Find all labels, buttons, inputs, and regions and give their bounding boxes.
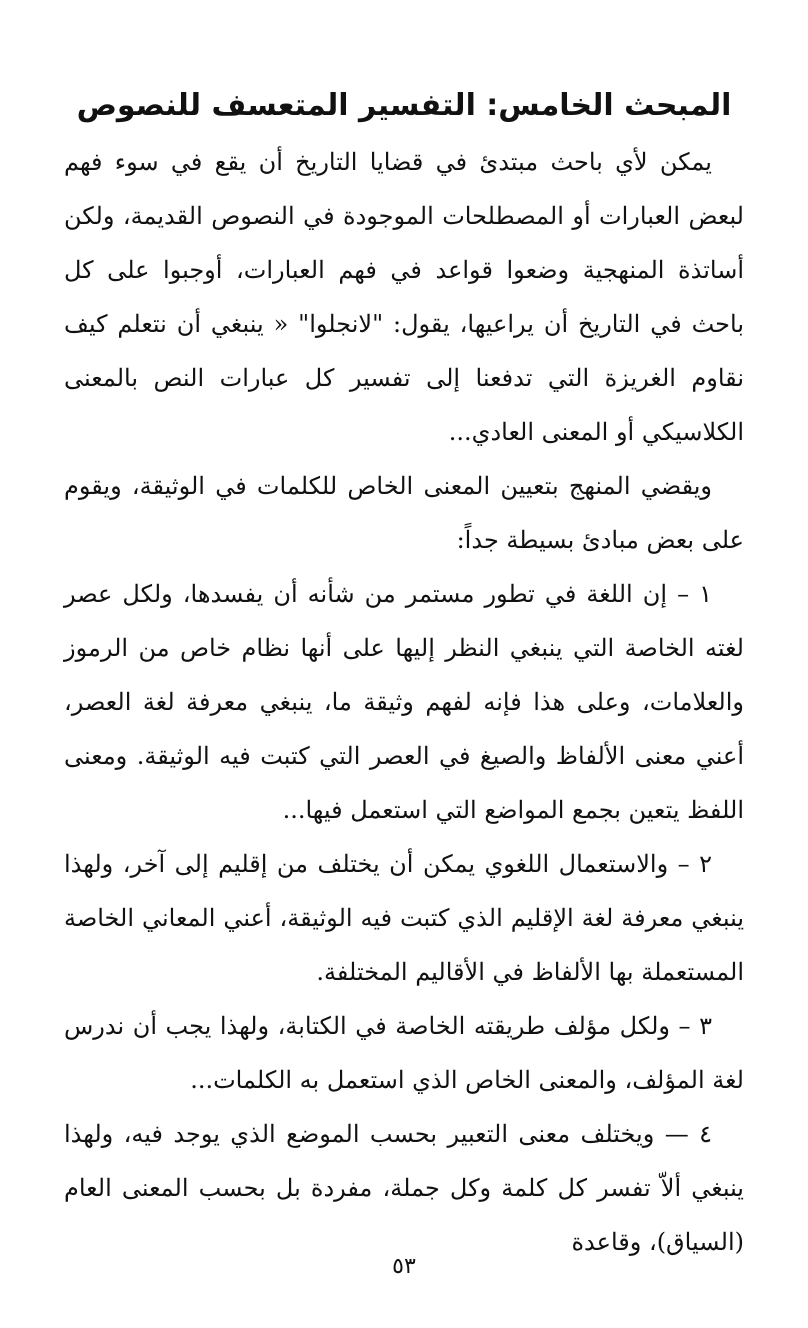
paragraph-intro: يمكن لأي باحث مبتدئ في قضايا التاريخ أن يقع في سوء فهم لبعض العبارات أو المصطلحات الموجودة في النصوص القديمة، ولكن أساتذة المنهجية وضعوا قواعد في فهم العبارات، أوجبوا على كل باحث في التاريخ أن يراعيها، يقول: "لانجلوا" « ينبغي أن نتعلم كيف نقاوم الغريزة التي تدفعنا إلى تفسير كل عبارات النص بالمعنى الكلاسيكي أو المعنى العادي... [64, 148, 744, 446]
paragraph-principle-4: ٤ — ويختلف معنى التعبير بحسب الموضع الذي يوجد فيه، ولهذا ينبغي ألاّ تفسر كل كلمة وكل جملة، مفردة بل بحسب المعنى العام (السياق)، وقاعدة [64, 1120, 744, 1256]
paragraph-principle-3: ٣ – ولكل مؤلف طريقته الخاصة في الكتابة، ولهذا يجب أن ندرس لغة المؤلف، والمعنى الخاص الذي استعمل به الكلمات... [64, 1012, 744, 1094]
paragraph-principle-1: ١ – إن اللغة في تطور مستمر من شأنه أن يفسدها، ولكل عصر لغته الخاصة التي ينبغي النظر إليها على أنها نظام خاص من الرموز والعلامات، وعلى هذا فإنه لفهم وثيقة ما، ينبغي معرفة لغة العصر، أعني معنى الألفاظ والصيغ في العصر التي كتبت فيه الوثيقة. ومعنى اللفظ يتعين بجمع المواضع التي استعمل فيها... [64, 580, 744, 824]
paragraph-principle-2: ٢ – والاستعمال اللغوي يمكن أن يختلف من إقليم إلى آخر، ولهذا ينبغي معرفة لغة الإقليم الذي كتبت فيه الوثيقة، أعني المعاني الخاصة المستعملة بها الألفاظ في الأقاليم المختلفة. [64, 850, 744, 986]
page-number: ٥٣ [392, 1254, 416, 1279]
section-title: المبحث الخامس: التفسير المتعسف للنصوص [76, 88, 732, 123]
paragraph-method: ويقضي المنهج بتعيين المعنى الخاص للكلمات في الوثيقة، ويقوم على بعض مبادئ بسيطة جداً: [64, 472, 744, 554]
